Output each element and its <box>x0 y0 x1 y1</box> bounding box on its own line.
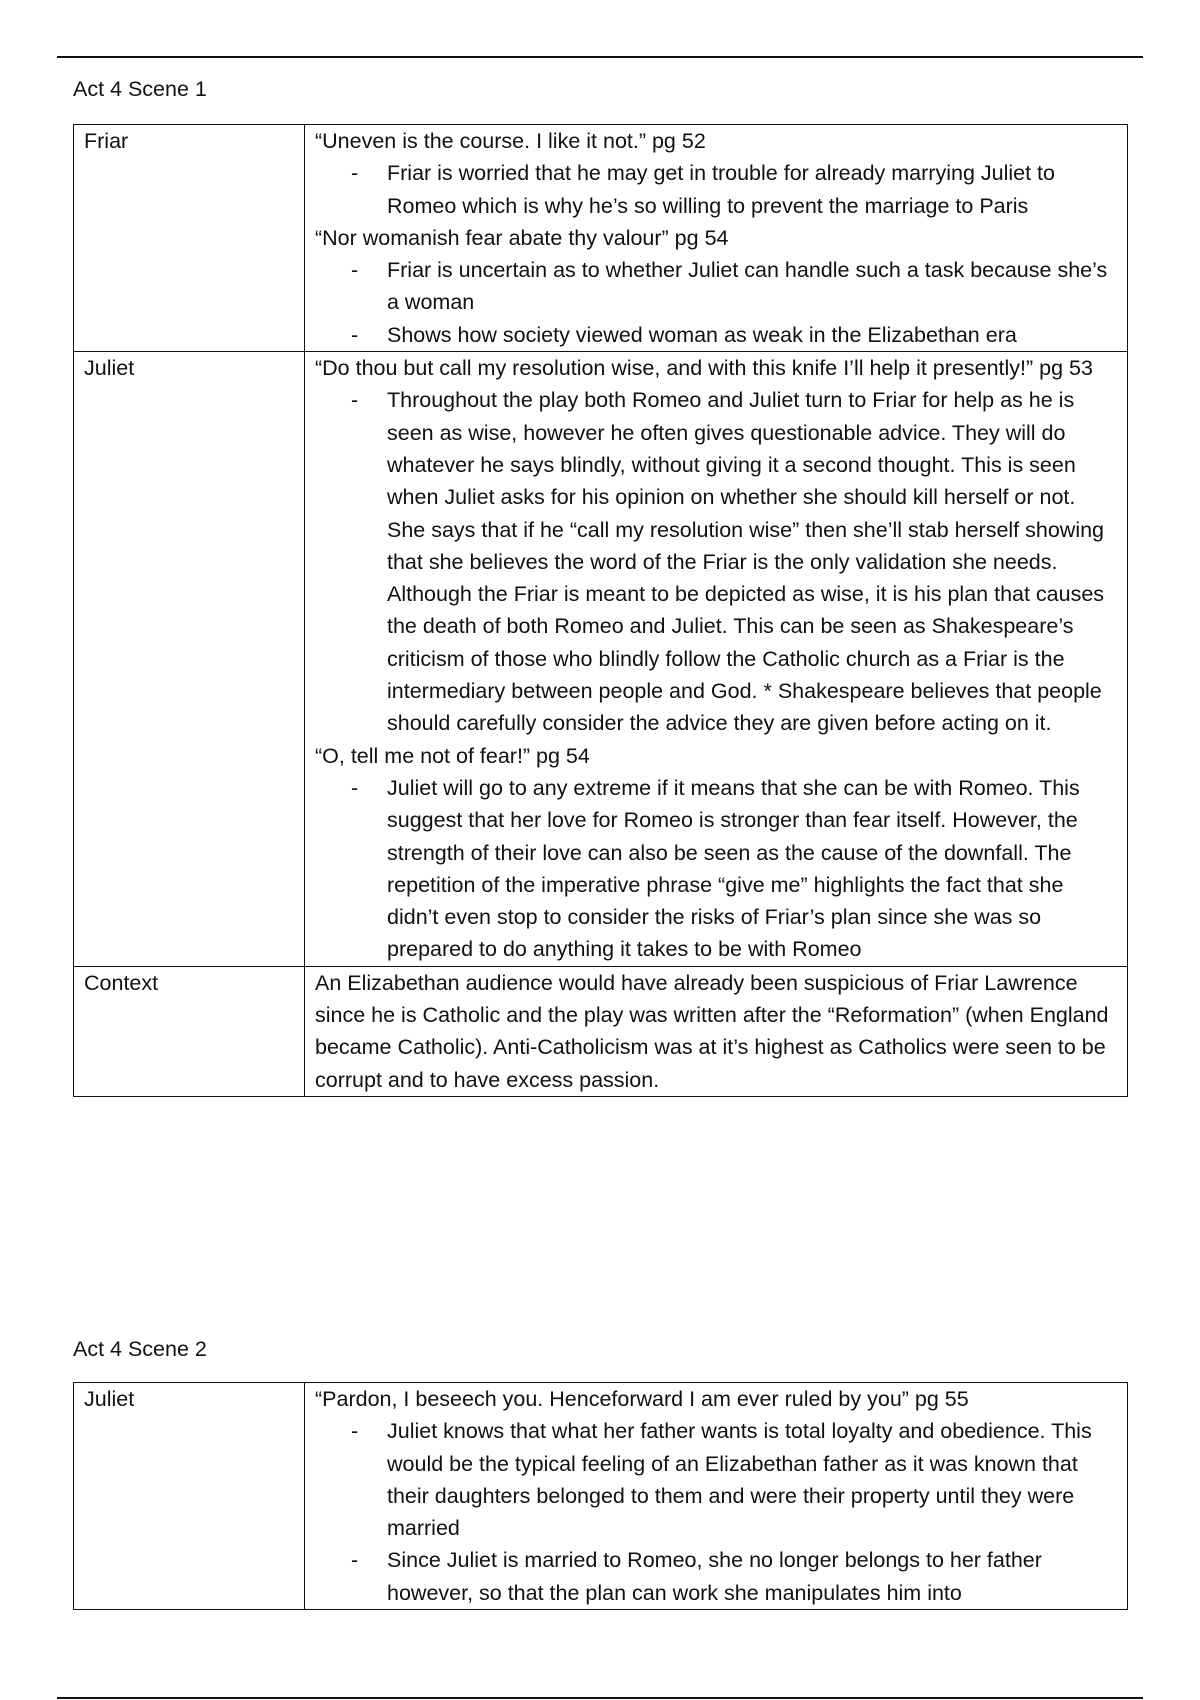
section-title-act4-scene1: Act 4 Scene 1 <box>73 77 207 101</box>
bullet-point: - Juliet will go to any extreme if it means that she can be with Romeo. This suggest that her love for Romeo is stronger than fear itself. However, the strength of their love can also be seen as the cause of the downfall. The repetition of the imperative phrase “give me” highlights the fact that she didn’t even stop to consider the risks of Friar’s plan since she was so prepared to do anything it takes to be with Romeo <box>315 772 1119 966</box>
quote: “Nor womanish fear abate thy valour” pg 54 <box>315 225 729 250</box>
row-label: Context <box>74 966 305 1096</box>
bullet-list <box>315 157 1119 222</box>
bullet-list <box>315 254 1119 351</box>
table-row <box>74 352 1128 967</box>
quote: “Pardon, I beseech you. Henceforward I am ever ruled by you” pg 55 <box>315 1387 969 1411</box>
row-notes <box>305 352 1128 967</box>
bullet-point: - Friar is worried that he may get in trouble for already marrying Juliet to Romeo which is why he’s so willing to prevent the marriage to Paris <box>315 157 1119 222</box>
table-row <box>74 966 1128 1096</box>
row-notes <box>305 1383 1128 1610</box>
row-label: Juliet <box>74 352 305 967</box>
bullet-point: - Since Juliet is married to Romeo, she no longer belongs to her father however, so that the plan can work she manipulates him into <box>315 1544 1119 1609</box>
bullet-point: - Juliet knows that what her father wants is total loyalty and obedience. This would be the typical feeling of an Elizabethan father as it was known that their daughters belonged to them and were their property until they were married <box>315 1415 1119 1544</box>
context-paragraph: An Elizabethan audience would have already been suspicious of Friar Lawrence since he is Catholic and the play was written after the “Reformation” (when England became Catholic). Anti-Catholicism was at it’s highest as Catholics were seen to be corrupt and to have excess passion. <box>315 970 1109 1092</box>
table-row <box>74 125 1128 352</box>
notes-table-act4-scene1 <box>73 124 1128 1097</box>
bullet-list <box>315 1415 1119 1609</box>
notes-table-act4-scene2 <box>73 1382 1128 1610</box>
top-rule <box>57 56 1143 58</box>
bullet-list <box>315 384 1119 739</box>
quote: “Uneven is the course. I like it not.” pg 52 <box>315 129 706 153</box>
bullet-point: - Friar is uncertain as to whether Juliet can handle such a task because she’s a woman <box>315 254 1119 319</box>
quote: “O, tell me not of fear!” pg 54 <box>315 743 590 768</box>
section-title-act4-scene2: Act 4 Scene 2 <box>73 1337 207 1361</box>
row-notes <box>305 125 1128 352</box>
bottom-rule <box>57 1697 1143 1699</box>
table-row <box>74 1383 1128 1610</box>
row-notes <box>305 966 1128 1096</box>
bullet-list <box>315 772 1119 966</box>
row-label: Friar <box>74 125 305 352</box>
row-label: Juliet <box>74 1383 305 1610</box>
bullet-point: - Throughout the play both Romeo and Juliet turn to Friar for help as he is seen as wise, however he often gives questionable advice. They will do whatever he says blindly, without giving it a second thought. This is seen when Juliet asks for his opinion on whether she should kill herself or not. She says that if he “call my resolution wise” then she’ll stab herself showing that she believes the word of the Friar is the only validation she needs. Although the Friar is meant to be depicted as wise, it is his plan that causes the death of both Romeo and Juliet. This can be seen as Shakespeare’s criticism of those who blindly follow the Catholic church as a Friar is the intermediary between people and God. * Shakespeare believes that people should carefully consider the advice they are given before acting on it. <box>315 384 1119 739</box>
quote: “Do thou but call my resolution wise, and with this knife I’ll help it presently!” pg 53 <box>315 356 1093 381</box>
bullet-point: - Shows how society viewed woman as weak in the Elizabethan era <box>315 319 1119 351</box>
